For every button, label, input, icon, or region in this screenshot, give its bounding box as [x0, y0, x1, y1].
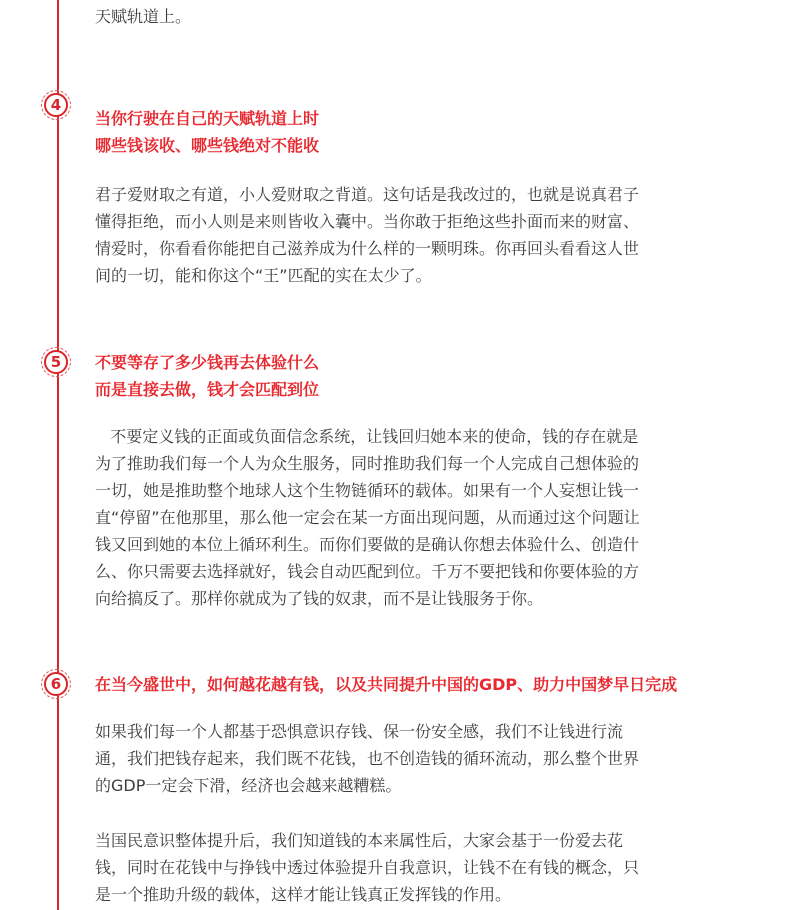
paragraph-line: 通，我们把钱存起来，我们既不花钱，也不创造钱的循环流动，那么整个世界 [95, 749, 640, 768]
step-badge-5: 5 [44, 350, 68, 374]
paragraph-line: 钱，同时在花钱中与挣钱中透过体验提升自我意识，让钱不在有钱的概念，只 [95, 858, 640, 877]
paragraph-line: 是一个推助升级的载体，这样才能让钱真正发挥钱的作用。 [95, 885, 512, 904]
heading-line: 不要等存了多少钱再去体验什么 [95, 353, 320, 372]
section-6-heading [95, 671, 745, 698]
step-badge-4: 4 [44, 93, 68, 117]
paragraph-line: 君子爱财取之有道，小人爱财取之背道。这句话是我改过的，也就是说真君子 [95, 185, 640, 204]
paragraph-line: 不要定义钱的正面或负面信念系统，让钱回归她本来的使命，钱的存在就是 [95, 427, 639, 446]
paragraph-line: 情爱时，你看看你能把自己滋养成为什么样的一颗明珠。你再回头看看这人世 [95, 239, 640, 258]
paragraph-line: 么、你只需要去选择就好，钱会自动匹配到位。千万不要把钱和你要体验的方 [95, 562, 640, 581]
heading-line: 而是直接去做，钱才会匹配到位 [95, 380, 320, 399]
heading-line: 哪些钱该收、哪些钱绝对不能收 [95, 136, 320, 155]
paragraph-line: 一切，她是推助整个地球人这个生物链循环的载体。如果有一个人妄想让钱一 [95, 481, 640, 500]
step-badge-6: 6 [44, 672, 68, 696]
section-4-paragraph [95, 181, 700, 289]
heading-line: 在当今盛世中，如何越花越有钱，以及共同提升中国的GDP、助力中国梦早日完成 [95, 675, 678, 694]
paragraph-line: 为了推助我们每一个人为众生服务，同时推助我们每一个人完成自己想体验的 [95, 454, 640, 473]
paragraph-line: 间的一切，能和你这个“王”匹配的实在太少了。 [95, 266, 432, 285]
paragraph-line: 向给搞反了。那样你就成为了钱的奴隶，而不是让钱服务于你。 [95, 589, 544, 608]
section-5-heading [95, 349, 745, 403]
paragraph-line: 天赋轨道上。 [95, 7, 192, 26]
paragraph-line: 懂得拒绝，而小人则是来则皆收入囊中。当你敢于拒绝这些扑面而来的财富、 [95, 212, 640, 231]
paragraph-line: 钱又回到她的本位上循环利生。而你们要做的是确认你想去体验什么、创造什 [95, 535, 640, 554]
paragraph-line: 的GDP一定会下滑，经济也会越来越糟糕。 [95, 776, 402, 795]
section-5-paragraph [95, 423, 700, 612]
section-6-paragraph-1 [95, 718, 700, 799]
paragraph-line: 当国民意识整体提升后，我们知道钱的本来属性后，大家会基于一份爱去花 [95, 831, 624, 850]
paragraph-line: 直“停留”在他那里，那么他一定会在某一方面出现问题，从而通过这个问题让 [95, 508, 640, 527]
section-6-paragraph-2 [95, 827, 700, 908]
section-4-heading [95, 105, 745, 159]
top-text [95, 3, 700, 30]
heading-line: 当你行驶在自己的天赋轨道上时 [95, 109, 320, 128]
timeline-line [57, 0, 59, 910]
paragraph-line: 如果我们每一个人都基于恐惧意识存钱、保一份安全感，我们不让钱进行流 [95, 722, 624, 741]
